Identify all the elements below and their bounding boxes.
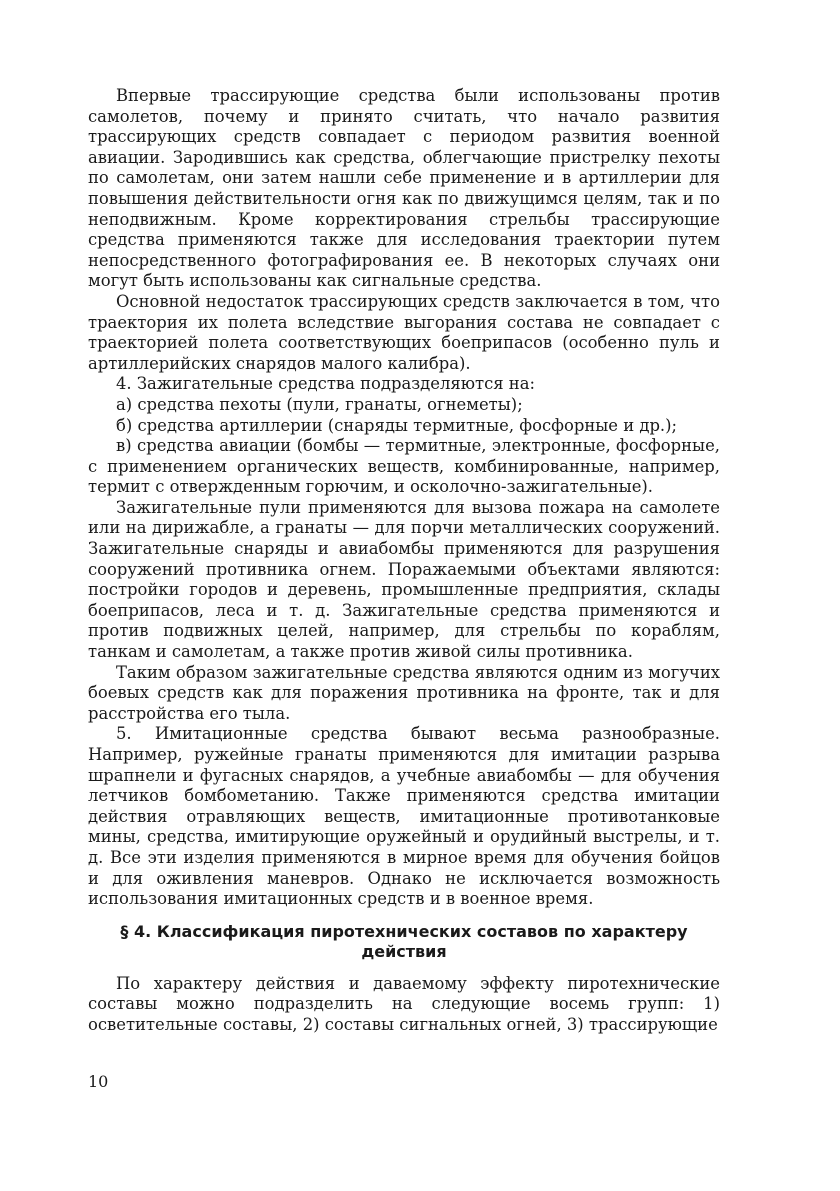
paragraph-tracer-drawback: Основной недостаток трассирующих средств заключается в том, что траектория их полета вследствие выгорания состава не совпадает с траекторией полета соответствующих боеприпасов (особенно пуль и артиллерийских снарядов малого калибра).: [88, 291, 720, 373]
paragraph-tracer-history: Впервые трассирующие средства были использованы против самолетов, почему и принято считать, что начало развития трассирующих средств совпадает с периодом развития военной авиации. Зародившись как средства, облегчающие пристрелку пехоты по самолетам, они затем нашли себе применение и в артиллерии для повышения действительности огня как по движущимся целям, так и по неподвижным. Кроме корректирования стрельбы трассирующие средства применяются также для исследования траектории путем непосредственного фотографирования ее. В некоторых случаях они могут быть использованы как сигнальные средства.: [88, 86, 720, 291]
paragraph-incendiary-intro: 4. Зажигательные средства подразделяются на:: [116, 374, 536, 394]
section-heading: § 4. Классификация пиротехнических составов по характеру действия: [120, 921, 688, 961]
page-body: [88, 86, 720, 1036]
paragraph-incendiary-summary: Таким образом зажигательные средства являются одним из могучих боевых средств как для поражения противника на фронте, так и для расстройства его тыла.: [88, 662, 720, 723]
list-item-aviation: в) средства авиации (бомбы — термитные, электронные, фосфорные, с применением органических веществ, комбинированные, например, термит с отвержденным горючим, и осколочно-зажигательные).: [88, 436, 720, 497]
paragraph-classification: По характеру действия и даваемому эффекту пиротехнические составы можно подразделить на следующие восемь групп: 1) осветительные составы, 2) составы сигнальных огней, 3) трассирующие: [88, 973, 720, 1034]
page-number: 10: [88, 1072, 109, 1091]
paragraph-incendiary-use: Зажигательные пули применяются для вызова пожара на самолете или на дирижабле, а гранаты — для порчи металлических сооружений. Зажигательные снаряды и авиабомбы применяются для разрушения сооружений противника огнем. Поражаемыми объектами являются: постройки городов и деревень, промышленные предприятия, склады боеприпасов, леса и т. д. Зажигательные средства применяются и против подвижных целей, например, для стрельбы по кораблям, танкам и самолетам, а также против живой силы противника.: [88, 497, 720, 662]
paragraph-imitation: 5. Имитационные средства бывают весьма разнообразные. Например, ружейные гранаты применяются для имитации разрыва шрапнели и фугасных снарядов, а учебные авиабомбы — для обучения летчиков бомбометанию. Также применяются средства имитации действия отравляющих веществ, имитационные противотанковые мины, средства, имитирующие оружейный и орудийный выстрелы, и т. д. Все эти изделия применяются в мирное время для обучения бойцов и для оживления маневров. Однако не исключается возможность использования имитационных средств и в военное время.: [88, 724, 720, 909]
list-item-infantry: а) средства пехоты (пули, гранаты, огнеметы);: [116, 394, 523, 414]
list-item-artillery: б) средства артиллерии (снаряды термитные, фосфорные и др.);: [116, 415, 678, 435]
